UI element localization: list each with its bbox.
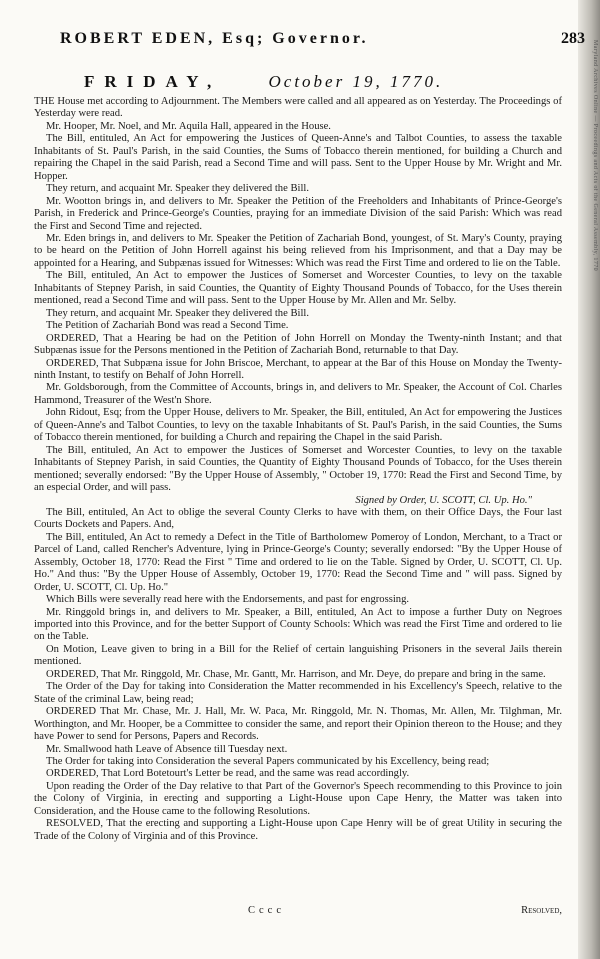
paragraph: The Petition of Zachariah Bond was read a Second Time. — [46, 320, 289, 332]
gutter-text: Maryland Archives Online — Proceedings and Acts of the General Assembly, 1770 — [592, 40, 598, 272]
paragraph: ORDERED, That Subpæna issue for John Briscoe, Merchant, to appear at the Bar of this House on Monday the Twenty-ninth Instant, to testify on Behalf of John Horrell. — [34, 357, 562, 381]
page-number: 283 — [561, 30, 585, 47]
paragraph: THE House met according to Adjournment. The Members were called and all appeared as on Yesterday. The Proceedings of Yesterday were read. — [34, 96, 562, 120]
paragraph: The Order for taking into Consideration the several Papers communicated by his Excellency, being read; — [46, 756, 490, 768]
signature-mark: Cccc — [248, 905, 285, 916]
paragraph: The Bill, entituled, An Act to oblige the several County Clerks to have with them, on their Office Days, the Four last Courts Dockets and Papers. And, — [34, 506, 562, 531]
paragraph: RESOLVED, That the erecting and supporting a Light-House upon Cape Henry will be of great Utility in securing the Trade of the Colony of Virginia and of this Province. — [34, 818, 562, 842]
page-footer — [34, 905, 562, 919]
paragraph: ORDERED, That Lord Botetourt's Letter be read, and the same was read accordingly. — [46, 768, 410, 780]
paragraph: They return, and acquaint Mr. Speaker they delivered the Bill. — [46, 307, 309, 319]
paragraph: John Ridout, Esq; from the Upper House, delivers to Mr. Speaker, the Bill, entituled, An Act for empowering the Justices of Queen-Anne's and Talbot Counties, to levy on the taxable Inhabitants of St. Paul's Parish, in the said Counties, the Sums of Tobacco therein mentioned, for building a Church and repairing the Chapel in the said Parish. — [34, 407, 562, 444]
binding-gutter — [578, 0, 600, 959]
paragraph: ORDERED, That Mr. Ringgold, Mr. Chase, Mr. Gantt, Mr. Harrison, and Mr. Deye, do prepare and bring in the same. — [46, 668, 546, 680]
signature-line: Signed by Order, U. SCOTT, Cl. Up. Ho." — [355, 494, 532, 506]
paragraph: Mr. Smallwood hath Leave of Absence till Tuesday next. — [46, 743, 288, 755]
dateline — [84, 72, 544, 92]
paragraph: Mr. Hooper, Mr. Noel, and Mr. Aquila Hall, appeared in the House. — [46, 120, 331, 132]
paragraph: Mr. Wootton brings in, and delivers to Mr. Speaker the Petition of the Freeholders and Inhabitants of Prince-George's Parish, in Frederick and Prince-George's Counties, praying for an immediate Division of the said Parish: Which was read the First and Second Time and rejected. — [34, 195, 562, 232]
paragraph: ORDERED That Mr. Chase, Mr. J. Hall, Mr. W. Paca, Mr. Ringgold, Mr. N. Thomas, Mr. Allen, Mr. Tilghman, Mr. Worthington, and Mr. Hooper, be a Committee to consider the same, and report their Opinion thereon to the House; and they have Power to send for Persons, Papers and Records. — [34, 706, 562, 743]
paragraph: Mr. Goldsborough, from the Committee of Accounts, brings in, and delivers to Mr. Speaker, the Account of Col. Charles Hammond, Treasurer of the West'n Shore. — [34, 382, 562, 406]
body-text — [34, 96, 562, 843]
paragraph: The Bill, entituled, An Act to empower the Justices of Somerset and Worcester Counties, to levy on the taxable Inhabitants of Stepney Parish, in said Counties, the Quantity of Eighty Thousand Pounds of Tobacco, for the Uses therein mentioned, read a Second Time and will pass. Sent to the Upper House by Mr. Allen and Mr. Selby. — [34, 270, 562, 307]
paragraph: ORDERED, That a Hearing be had on the Petition of John Horrell on Monday the Twenty-ninth Instant; and that Subpænas issue for the Persons mentioned in the Petition of Zachariah Bond, returnable to that Day. — [34, 332, 562, 357]
running-title: ROBERT EDEN, Esq; Governor. — [60, 30, 369, 47]
paragraph: The Bill, entituled, An Act for empowering the Justices of Queen-Anne's and Talbot Counties, to assess the taxable Inhabitants of St. Paul's Parish, in the said Counties, the Sums of Tobacco therein mentioned, for building a Church and repairing the Chapel in the said Parish, read a Second Time and will pass. Sent to the Upper House by Mr. Wright and Mr. Hopper. — [34, 133, 562, 182]
dateline-date: October 19, 1770. — [268, 72, 444, 91]
paragraph: On Motion, Leave given to bring in a Bill for the Relief of certain languishing Prisoners in the several Jails therein mentioned. — [34, 643, 562, 668]
paragraph: They return, and acquaint Mr. Speaker they delivered the Bill. — [46, 183, 309, 195]
paragraph: Mr. Ringgold brings in, and delivers to Mr. Speaker, a Bill, entituled, An Act to impose a further Duty on Negroes imported into this Province, and for the better Support of County Schools: Which was read the First Time and ordered to lie on the Table. — [34, 606, 562, 643]
paragraph: Upon reading the Order of the Day relative to that Part of the Governor's Speech recommending to this Province to join the Colony of Virginia, in erecting and supporting a Light-House upon Cape Henry, the Matter was taken into Consideration, and the House came to the following Resolutions. — [34, 780, 562, 817]
page-header — [30, 30, 585, 54]
paragraph: The Bill, entituled, An Act to remedy a Defect in the Title of Bartholomew Pomeroy of London, Merchant, to a Tract or Parcel of Land, called Rencher's Adventure, lying in Prince-George's County; severally endorsed: "By the Upper House of Assembly, October 18, 1770: Read the First " Time and ordered to lie on the Table. Signed by Order, U. SCOTT, Cl. Up. Ho." And thus: "By the Upper House of Assembly, October 19, 1770: Read the Second Time and " will pass. Signed by Order, U. SCOTT, Cl. Up. Ho." — [34, 531, 562, 593]
paragraph: Mr. Eden brings in, and delivers to Mr. Speaker the Petition of Zachariah Bond, youngest, of St. Mary's County, praying to be heard on the Petition of John Horrell against his being relieved from his Imprisonment, and that a Day may be appointed for a Hearing, and Subpænas issued for Witnesses: Which was read the First Time and ordered to lie on the Table. — [34, 232, 562, 269]
dateline-day: FRIDAY, — [84, 72, 222, 91]
paragraph: Which Bills were severally read here with the Endorsements, and past for engrossing. — [46, 594, 410, 606]
catchword: Resolved, — [521, 905, 562, 916]
paragraph: The Order of the Day for taking into Consideration the Matter recommended in his Excellency's Speech, relative to the State of the criminal Law, being read; — [34, 681, 562, 705]
paragraph: The Bill, entituled, An Act to empower the Justices of Somerset and Worcester Counties, to levy on the taxable Inhabitants of Stepney Parish, in said Counties, the Quantity of Eighty Thousand Pounds of Tobacco, for the Uses therein mentioned; severally endorsed: "By the Upper House of Assembly, " October 19, 1770: Read the First and Second Time, by an especial Order, and will pass. — [34, 444, 562, 494]
